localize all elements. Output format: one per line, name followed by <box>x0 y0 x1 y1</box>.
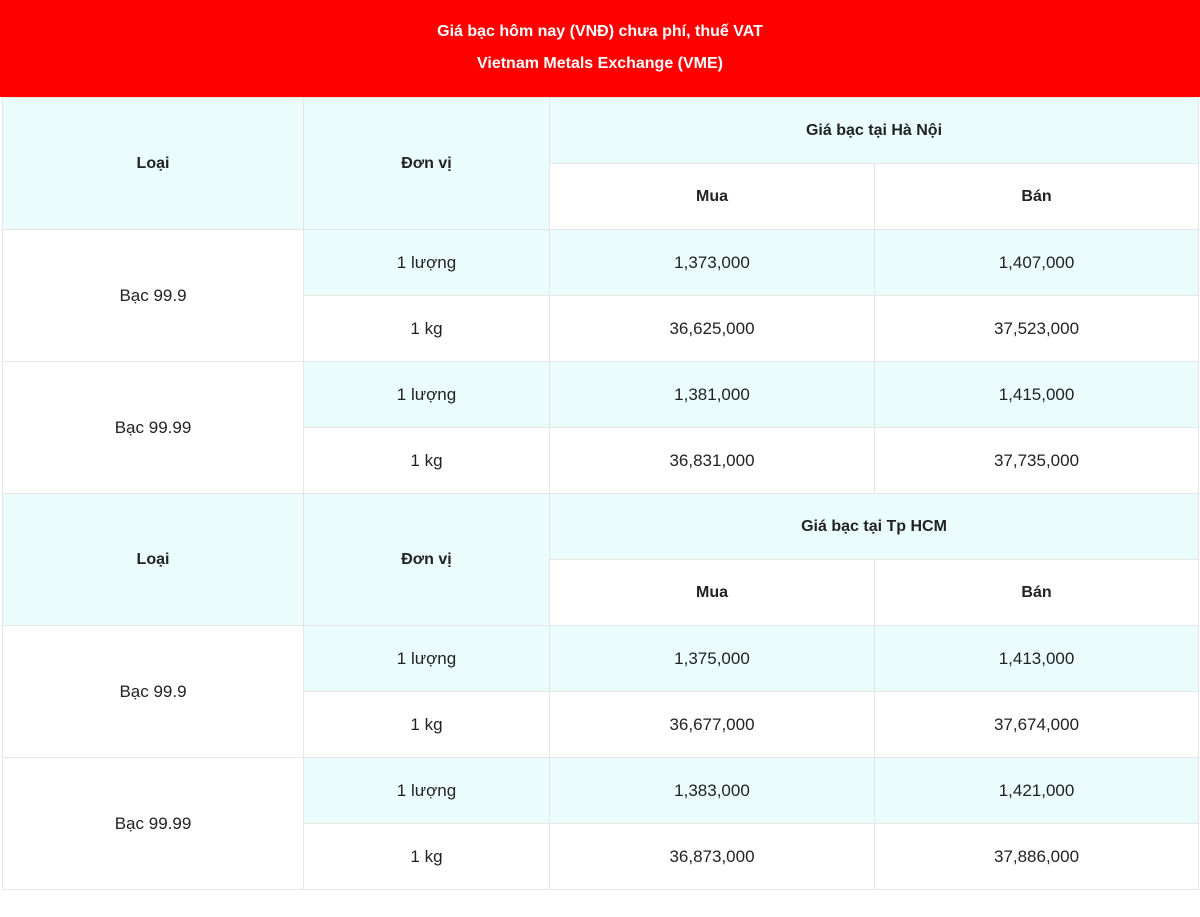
section-header-row <box>3 98 1199 164</box>
unit-cell: 1 lượng <box>304 758 550 824</box>
product-name: Bạc 99.9 <box>3 626 304 758</box>
unit-cell: 1 kg <box>304 824 550 890</box>
table-title-bar <box>0 0 1200 97</box>
sell-price: 1,413,000 <box>875 626 1199 692</box>
section-header-row <box>3 494 1199 560</box>
buy-price: 36,677,000 <box>550 692 875 758</box>
table-row <box>3 230 1199 296</box>
header-buy: Mua <box>550 164 875 230</box>
silver-price-table <box>2 97 1199 890</box>
sell-price: 1,415,000 <box>875 362 1199 428</box>
unit-cell: 1 kg <box>304 692 550 758</box>
sell-price: 1,421,000 <box>875 758 1199 824</box>
buy-price: 36,831,000 <box>550 428 875 494</box>
header-sell: Bán <box>875 164 1199 230</box>
header-sell: Bán <box>875 560 1199 626</box>
sell-price: 37,674,000 <box>875 692 1199 758</box>
sell-price: 37,886,000 <box>875 824 1199 890</box>
buy-price: 36,873,000 <box>550 824 875 890</box>
header-unit: Đơn vị <box>304 494 550 626</box>
buy-price: 1,381,000 <box>550 362 875 428</box>
buy-price: 36,625,000 <box>550 296 875 362</box>
header-type: Loại <box>3 494 304 626</box>
header-unit: Đơn vị <box>304 98 550 230</box>
unit-cell: 1 lượng <box>304 362 550 428</box>
unit-cell: 1 lượng <box>304 230 550 296</box>
sell-price: 1,407,000 <box>875 230 1199 296</box>
header-location: Giá bạc tại Tp HCM <box>550 494 1199 560</box>
unit-cell: 1 kg <box>304 296 550 362</box>
table-title: Giá bạc hôm nay (VNĐ) chưa phí, thuế VAT <box>437 23 763 40</box>
sell-price: 37,735,000 <box>875 428 1199 494</box>
header-location: Giá bạc tại Hà Nội <box>550 98 1199 164</box>
product-name: Bạc 99.9 <box>3 230 304 362</box>
table-row <box>3 626 1199 692</box>
unit-cell: 1 kg <box>304 428 550 494</box>
header-buy: Mua <box>550 560 875 626</box>
unit-cell: 1 lượng <box>304 626 550 692</box>
buy-price: 1,373,000 <box>550 230 875 296</box>
buy-price: 1,383,000 <box>550 758 875 824</box>
product-name: Bạc 99.99 <box>3 362 304 494</box>
product-name: Bạc 99.99 <box>3 758 304 890</box>
table-row <box>3 758 1199 824</box>
table-subtitle: Vietnam Metals Exchange (VME) <box>477 55 723 72</box>
table-row <box>3 362 1199 428</box>
header-type: Loại <box>3 98 304 230</box>
sell-price: 37,523,000 <box>875 296 1199 362</box>
buy-price: 1,375,000 <box>550 626 875 692</box>
